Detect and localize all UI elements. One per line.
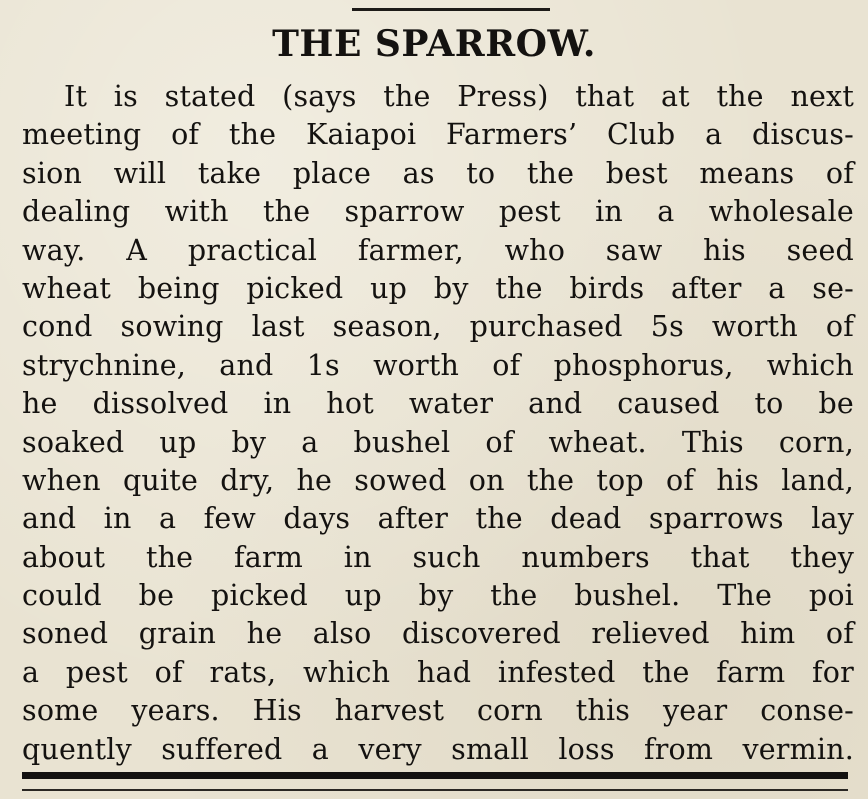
article-body — [22, 78, 854, 769]
article-line: could be picked up by the bushel. The poi — [22, 579, 854, 613]
bottom-rule-thin — [22, 789, 848, 791]
article-line: sion will take place as to the best means of — [22, 156, 854, 190]
article-line: he dissolved in hot water and caused to be — [22, 387, 854, 421]
article-line: quently suffered a very small loss from vermin. — [22, 732, 854, 766]
article-line: soned grain he also discovered relieved him of — [22, 617, 854, 651]
article-line: when quite dry, he sowed on the top of his land, — [22, 463, 854, 497]
article-line: It is stated (says the Press) that at the next — [64, 80, 854, 113]
article-line: about the farm in such numbers that they — [22, 540, 854, 574]
article-line: strychnine, and 1s worth of phosphorus, which — [22, 348, 854, 382]
article-line: and in a few days after the dead sparrows lay — [22, 502, 854, 536]
article-headline: THE SPARROW. — [272, 23, 596, 65]
article-line: wheat being picked up by the birds after a se- — [22, 271, 854, 305]
article-line: dealing with the sparrow pest in a wholesale — [22, 195, 854, 229]
article-line: way. A practical farmer, who saw his seed — [22, 233, 854, 267]
article-line: cond sowing last season, purchased 5s worth of — [22, 310, 854, 344]
top-rule — [352, 8, 550, 11]
article-line: meeting of the Kaiapoi Farmers’ Club a discus- — [22, 118, 854, 152]
bottom-rule — [22, 772, 848, 779]
article-line: some years. His harvest corn this year conse- — [22, 694, 854, 728]
article-line: soaked up by a bushel of wheat. This corn, — [22, 425, 854, 459]
article-line: a pest of rats, which had infested the farm for — [22, 655, 854, 689]
